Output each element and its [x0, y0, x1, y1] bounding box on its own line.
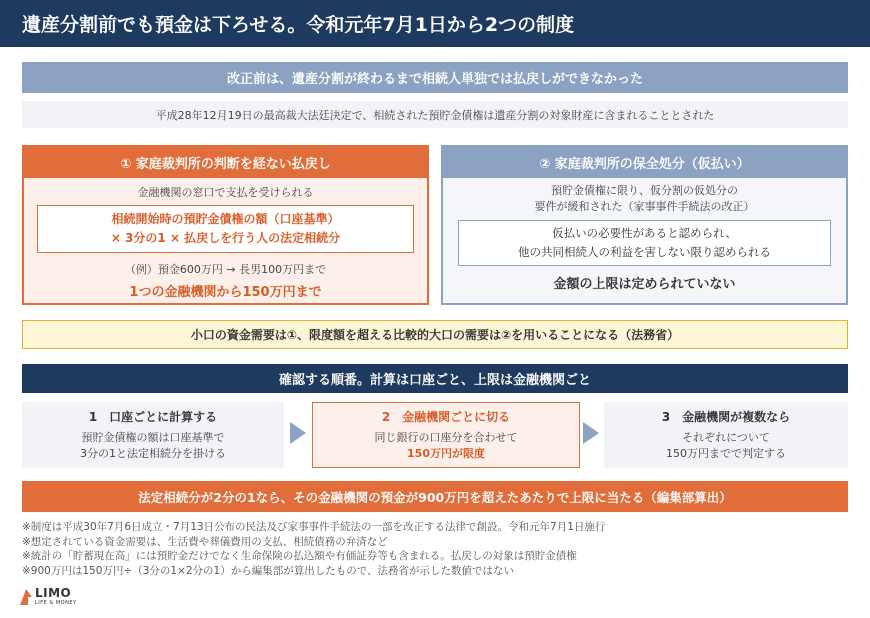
logo-text: LIMO	[35, 586, 72, 600]
footnote: ※統計の「貯蓄現在高」には預貯金だけでなく生命保険の払込額や有価証券等も含まれる。払戻しの対象は預貯金債権	[22, 550, 577, 562]
system-1-limit: 1つの金融機関から150万円まで	[129, 284, 322, 300]
step-3-box	[604, 402, 848, 468]
step-1-line-2: 3分の1と法定相続分を掛ける	[80, 447, 226, 460]
page-title	[0, 0, 870, 47]
footnote: ※900万円は150万円÷（3分の1×2分の1）から編集部が算出したもので、法務省が示した数値ではない	[22, 564, 514, 577]
pre-reform-note-text: 平成28年12月19日の最高裁大法廷決定で、相続された預貯金債権は遺産分割の対象財産に含まれることとされた	[155, 108, 715, 122]
system-2-title: ② 家庭裁判所の保全処分（仮払い）	[443, 147, 846, 178]
system-1-title: ① 家庭裁判所の判断を経ない払戻し	[24, 147, 427, 178]
step-2-title: 2 金融機関ごとに切る	[381, 410, 511, 424]
pre-reform-banner	[22, 62, 848, 93]
system-2-description-line-1: 預貯金債権に限り、仮分割の仮処分の	[551, 184, 738, 197]
step-2-line-2: 150万円が限度	[407, 447, 485, 460]
calculation-banner-text: 法定相続分が2分の1なら、その金融機関の預金が900万円を超えたあたりで上限に当たる（編集部算出）	[138, 489, 732, 505]
step-1-title: 1 口座ごとに計算する	[88, 410, 218, 424]
arrow-right-icon	[583, 422, 599, 444]
confirm-order-text: 確認する順番。計算は口座ごと、上限は金融機関ごと	[278, 373, 591, 388]
system-1-box	[22, 145, 429, 305]
step-2-box	[312, 402, 580, 468]
logo-subtext: LIFE & MONEY	[35, 600, 77, 606]
confirm-order-banner	[22, 364, 848, 393]
system-1-formula-box	[37, 205, 414, 253]
step-1-line-1: 預貯金債権の額は口座基準で	[81, 431, 225, 444]
arrow-right-icon	[290, 422, 306, 444]
footnote: ※制度は平成30年7月6日成立・7月13日公布の民法及び家事事件手続法の一部を改正する法律で創設。令和元年7月1日施行	[22, 521, 606, 533]
system-2-box	[441, 145, 848, 305]
system-1-formula-line-2: × 3分の1 × 払戻しを行う人の法定相続分	[110, 231, 341, 245]
system-1-example: （例）預金600万円 → 長男100万円まで	[124, 263, 327, 276]
system-1-body	[24, 178, 427, 303]
system-2-body	[443, 178, 846, 303]
usage-note-text: 小口の資金需要は①、限度額を超える比較的大口の需要は②を用いることになる（法務省）	[190, 328, 680, 342]
step-1-box	[22, 402, 284, 468]
pre-reform-banner-text: 改正前は、遺産分割が終わるまで相続人単独では払戻しができなかった	[226, 72, 643, 87]
calculation-banner	[22, 481, 848, 512]
limo-logo-icon	[20, 589, 32, 605]
system-2-condition-line-2: 他の共同相続人の利益を害しない限り認められる	[518, 245, 771, 259]
system-1-formula-line-1: 相続開始時の預貯金債権の額（口座基準）	[111, 212, 340, 226]
system-2-condition-box	[458, 220, 831, 266]
step-3-line-1: それぞれについて	[682, 431, 770, 444]
pre-reform-note	[22, 101, 848, 128]
system-2-condition-line-1: 仮払いの必要性があると認められ、	[552, 226, 737, 240]
system-2-limit: 金額の上限は定められていない	[553, 276, 736, 292]
usage-note-banner	[22, 320, 848, 349]
footnote: ※想定されている資金需要は、生活費や葬儀費用の支払、相続債務の弁済など	[22, 535, 388, 548]
system-2-description-line-2: 要件が緩和された（家事事件手続法の改正）	[534, 200, 755, 213]
system-1-description: 金融機関の窓口で支払を受けられる	[137, 186, 314, 199]
step-2-line-1: 同じ銀行の口座分を合わせて	[374, 431, 518, 444]
page-title-text: 遺産分割前でも預金は下ろせる。令和元年7月1日から2つの制度	[22, 14, 575, 36]
limo-logo	[20, 587, 110, 609]
system-2-description	[443, 182, 846, 216]
step-3-title: 3 金融機関が複数なら	[661, 410, 791, 424]
footnotes	[22, 520, 848, 578]
step-3-line-2: 150万円までで判定する	[666, 447, 786, 460]
